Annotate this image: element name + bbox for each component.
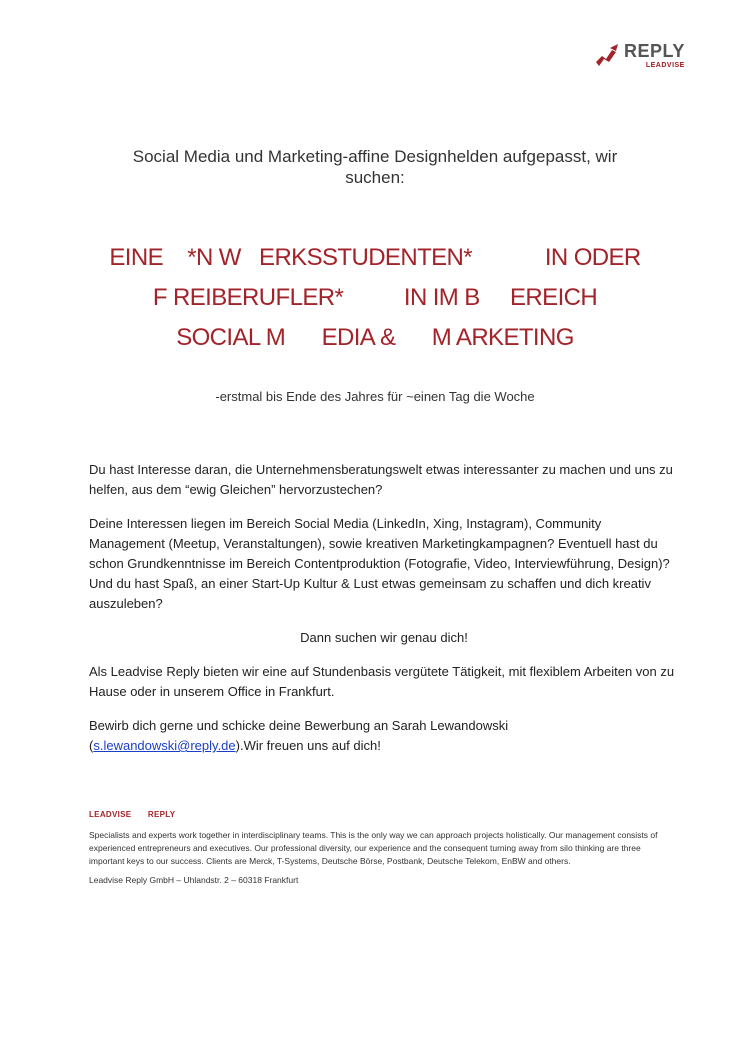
paragraph-skills: Deine Interessen liegen im Bereich Social Media (LinkedIn, Xing, Instagram), Community Management (Meetup, Veranstaltungen), sowie kreativen Marketingkampagnen? Eventuell hast du schon Grundkenntnisse im Bereich Contentproduktion (Fotografie, Video, Interviewführung, Design)? Und du hast Spaß, an einer Start-Up Kultur & Lust etwas gemeinsam zu schaffen und dich kreativ auszuleben? bbox=[89, 516, 670, 611]
job-headline bbox=[70, 238, 680, 358]
footer-brand: LEADVISE REPLY bbox=[89, 810, 176, 819]
paragraph-offer: Als Leadvise Reply bieten wir eine auf Stundenbasis vergütete Tätigkeit, mit flexiblem Arbeiten von zu Hause oder in unserem Office in Frankfurt. bbox=[89, 664, 675, 699]
body-text bbox=[89, 460, 679, 770]
footer-address: Leadvise Reply GmbH – Uhlandstr. 2 – 60318 Frankfurt bbox=[89, 875, 299, 885]
reply-runner-icon bbox=[592, 42, 620, 72]
apply-text-pre: Bewirb dich gerne und schicke deine Bewerbung an Sarah Lewandowski ( bbox=[89, 718, 509, 753]
intro-text bbox=[80, 146, 670, 188]
paragraph-apply bbox=[89, 716, 679, 756]
apply-text-post: ).Wir freuen uns auf dich! bbox=[235, 738, 381, 753]
footer bbox=[89, 808, 669, 893]
paragraph-interest: Du hast Interesse daran, die Unternehmensberatungswelt etwas interessanter zu machen und uns zu helfen, aus dem “ewig Gleichen” hervorzustechen? bbox=[89, 462, 673, 497]
intro-line-1: Social Media und Marketing-affine Designhelden aufgepasst, wir bbox=[132, 147, 618, 166]
headline-line-3: SOCIAL M EDIA & M ARKETING bbox=[176, 324, 574, 351]
logo-sub: LEADVISE bbox=[645, 62, 685, 69]
headline-line-1: EINE *N W ERKSSTUDENTEN* IN ODER bbox=[109, 244, 641, 271]
paragraph-callout: Dann suchen wir genau dich! bbox=[300, 630, 468, 645]
intro-line-2: suchen: bbox=[345, 168, 405, 187]
logo-brand: REPLY bbox=[624, 41, 685, 61]
headline-line-2: F REIBERUFLER* IN IM B EREICH bbox=[152, 284, 598, 311]
email-link[interactable]: s.lewandowski@reply.de bbox=[93, 738, 236, 753]
footer-about: Specialists and experts work together in interdisciplinary teams. This is the only way we can approach projects holistically. Our management consists of experienced entrepreneurs and executives. Our professional diversity, our experience and the consequent turning away from silo thinking are three important keys to our success. Clients are Merck, T-Systems, Deutsche Börse, Postbank, Deutsche Telekom, EnBW and others. bbox=[89, 830, 658, 866]
reply-logo bbox=[592, 42, 702, 78]
subline: -erstmal bis Ende des Jahres für ~einen Tag die Woche bbox=[215, 389, 535, 404]
